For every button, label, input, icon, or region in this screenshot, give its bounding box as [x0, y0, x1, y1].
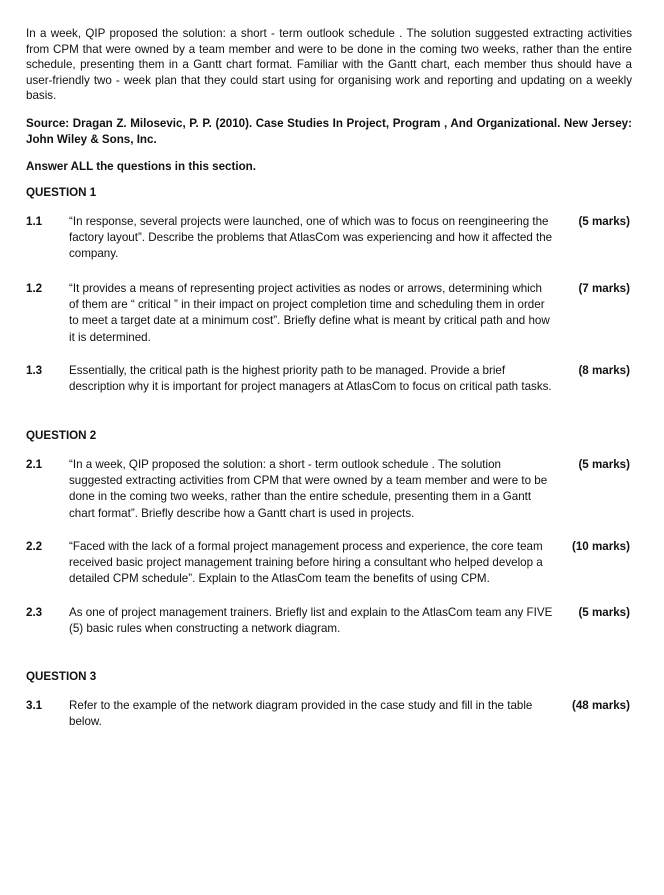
question-marks: (48 marks): [571, 699, 630, 712]
question-2-heading: QUESTION 2: [26, 429, 97, 442]
question-text: “In a week, QIP proposed the solution: a short - term outlook schedule . The solution suggested extracting activities from CPM that were owned by a team member and were to be done in the coming two weeks, rather than the entire schedule, presenting them in a Gantt chart format”. Briefly describe how a Gantt chart is used in projects.: [69, 458, 548, 520]
question-marks: (10 marks): [571, 540, 630, 553]
question-text: Refer to the example of the network diagram provided in the case study and fill in the table below.: [69, 699, 533, 729]
question-text: Essentially, the critical path is the highest priority path to be managed. Provide a brief description why it is important for project managers at AtlasCom to focus on critical path tasks.: [69, 364, 552, 394]
question-number: 2.2: [26, 540, 43, 553]
question-number: 2.1: [26, 458, 43, 471]
question-number: 1.1: [26, 215, 43, 228]
intro-paragraph: In a week, QIP proposed the solution: a short - term outlook schedule . The solution suggested extracting activities from CPM that were owned by a team member and were to be done in the coming two weeks, rather than the entire schedule, presenting them in a Gantt chart format. Familiar with the Gantt chart, each member thus should have a user-friendly two - week plan that they could start using for organising work and reporting and updating on a weekly basis.: [26, 27, 632, 102]
section-instruction: Answer ALL the questions in this section.: [26, 160, 256, 173]
question-text: As one of project management trainers. Briefly list and explain to the AtlasCom team any FIVE (5) basic rules when constructing a network diagram.: [69, 606, 553, 636]
question-3-heading: QUESTION 3: [26, 670, 97, 683]
question-marks: (5 marks): [578, 458, 630, 471]
source-citation: Source: Dragan Z. Milosevic, P. P. (2010). Case Studies In Project, Program , And Organizational. New Jersey: John Wiley & Sons, Inc.: [26, 117, 632, 146]
question-text: “In response, several projects were launched, one of which was to focus on reengineering the factory layout”. Describe the problems that AtlasCom was experiencing and how it affected the company.: [69, 215, 553, 261]
question-number: 3.1: [26, 699, 43, 712]
question-marks: (5 marks): [578, 215, 630, 228]
question-1-heading: QUESTION 1: [26, 186, 97, 199]
question-marks: (5 marks): [578, 606, 630, 619]
question-marks: (8 marks): [578, 364, 630, 377]
question-text: “Faced with the lack of a formal project management process and experience, the core team received basic project management training before hiring a consultant who helped develop a detailed CPM schedule”. Explain to the AtlasCom team the benefits of using CPM.: [69, 540, 543, 586]
question-number: 1.3: [26, 364, 43, 377]
question-text: “It provides a means of representing project activities as nodes or arrows, determining which of them are “ critical ” in their impact on project completion time and scheduling them in order to meet a target date at a minimum cost”. Briefly define what is meant by critical path and how it is determined.: [69, 282, 550, 344]
question-number: 1.2: [26, 282, 43, 295]
question-marks: (7 marks): [578, 282, 630, 295]
question-number: 2.3: [26, 606, 43, 619]
